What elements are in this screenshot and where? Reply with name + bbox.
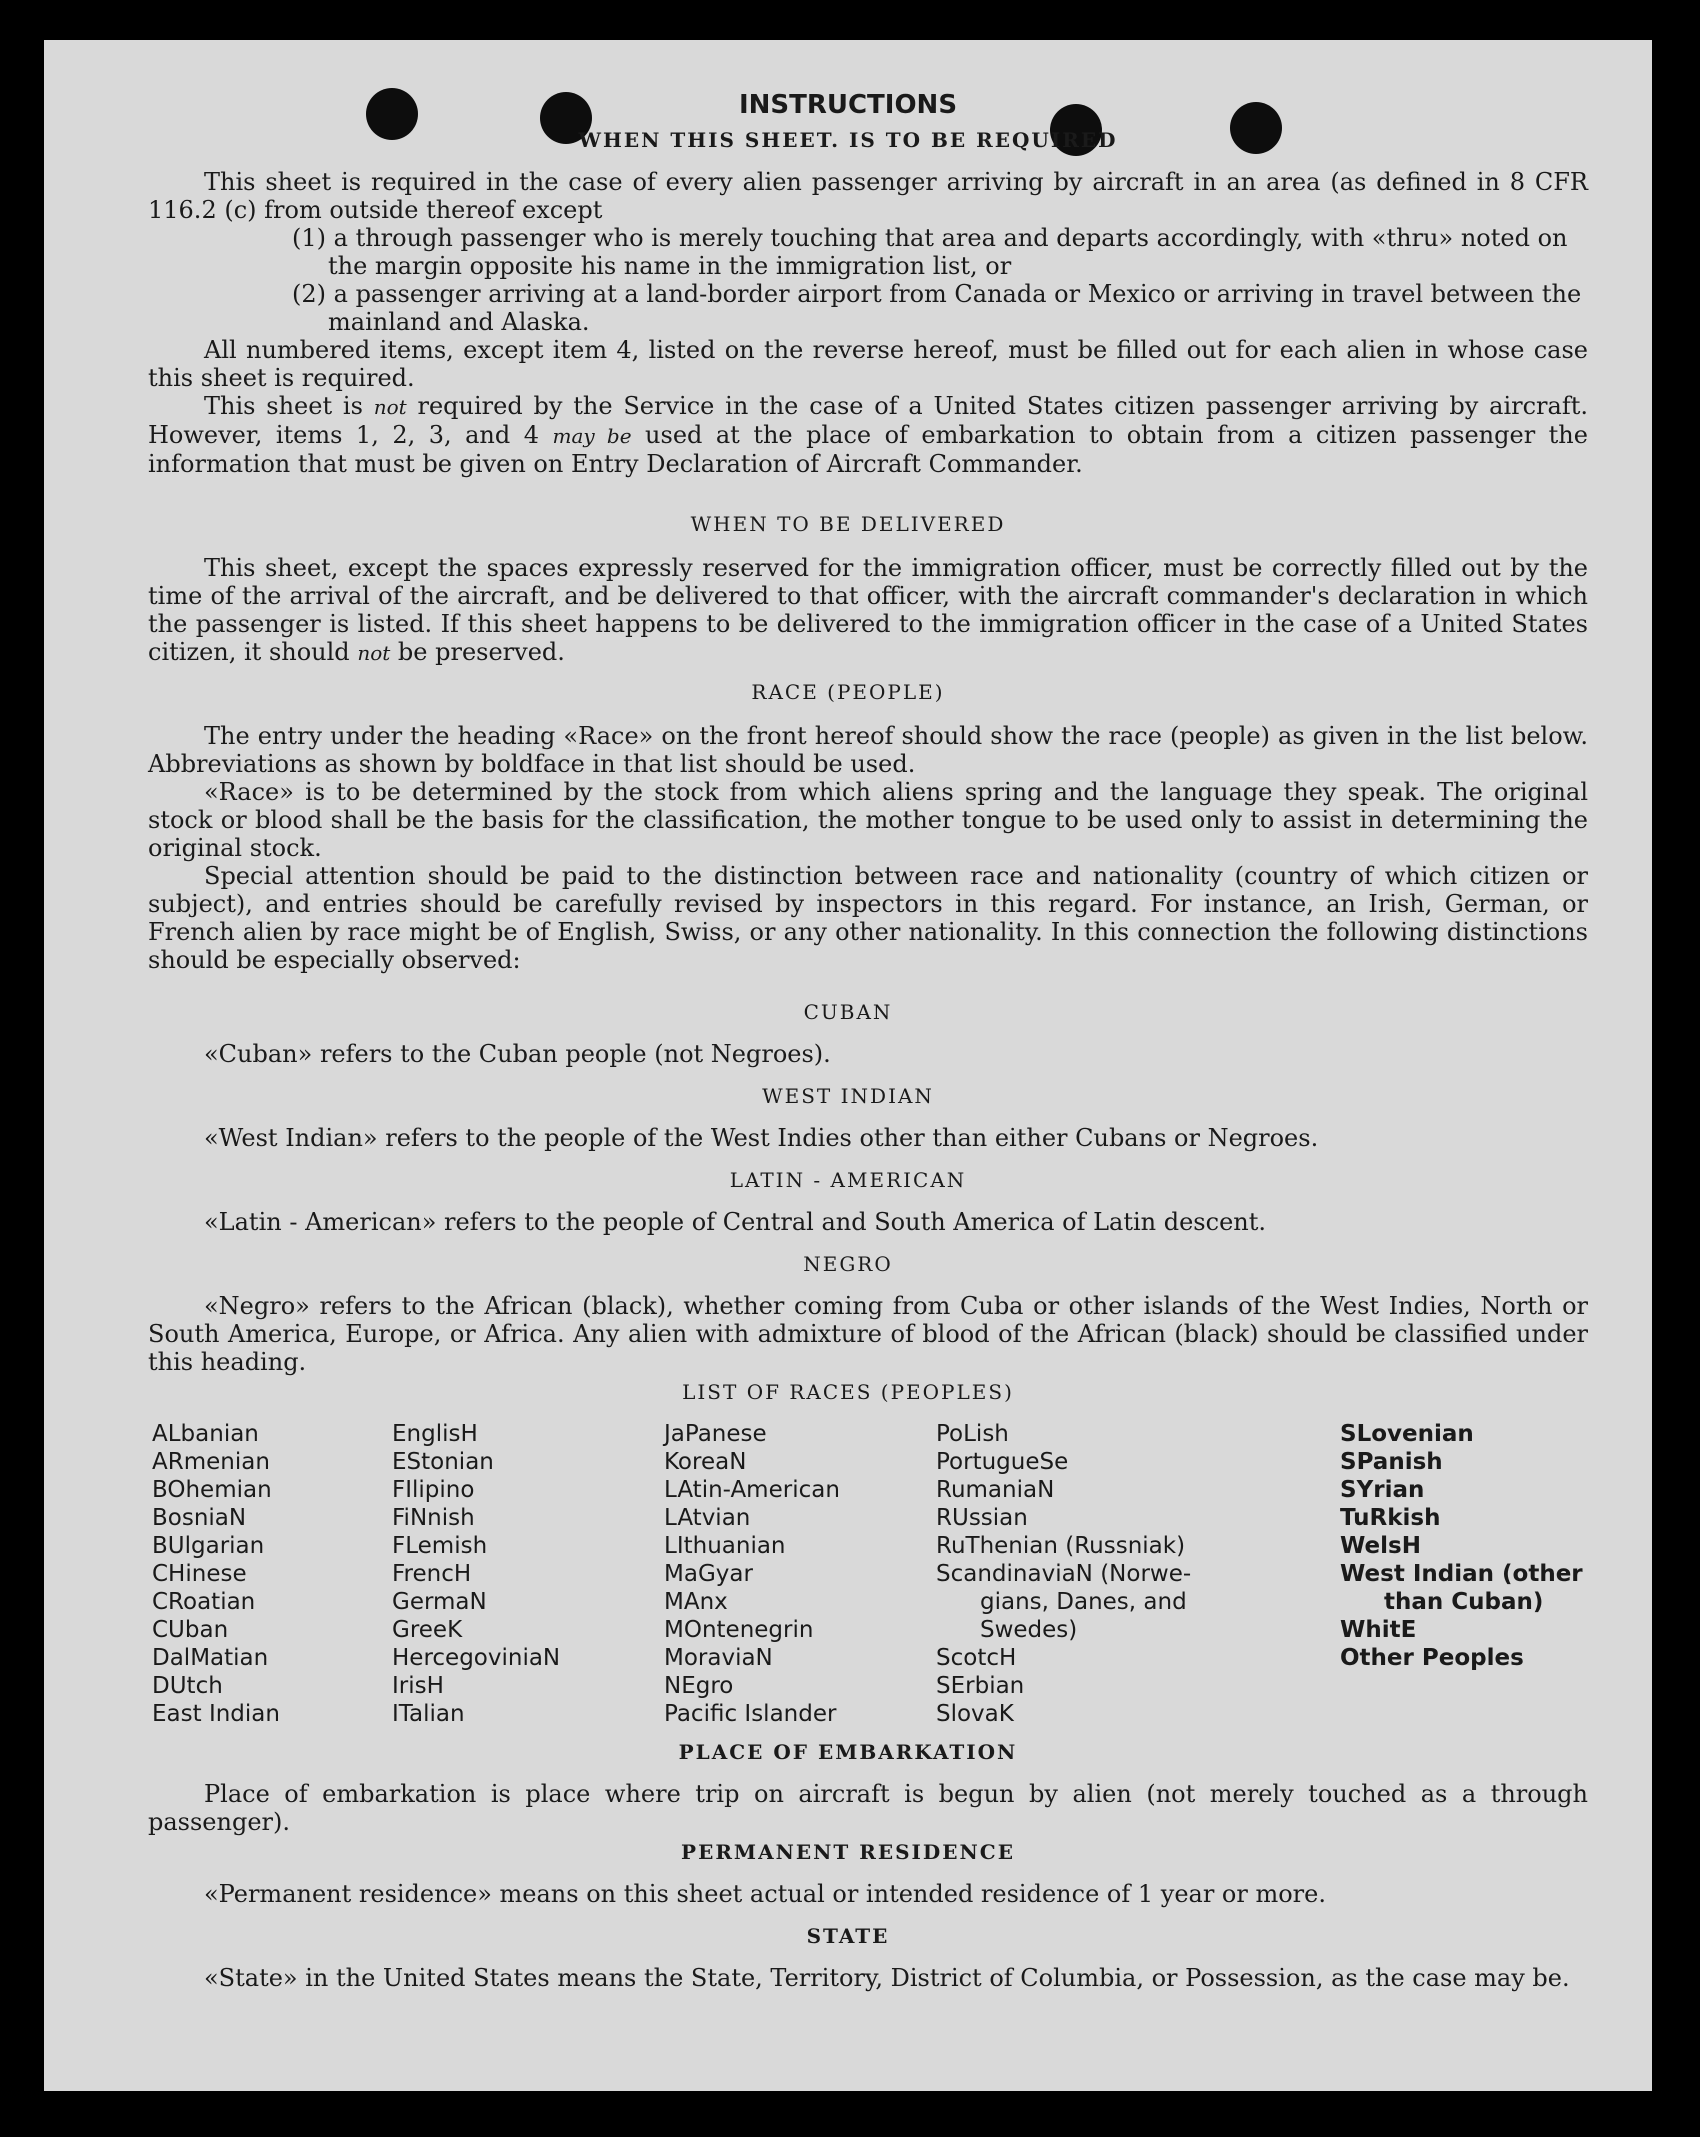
- race-item: ALbanian: [152, 1421, 259, 1447]
- document-page: [44, 40, 1652, 2091]
- race-item: EStonian: [392, 1449, 494, 1475]
- race-item: MaGyar: [664, 1561, 753, 1587]
- paragraph: Special attention should be paid to the distinction between race and nationality (country of which citizen or subject), and entries should be carefully revised by inspectors in this regard. For instance, an Irish, German, or French alien by race might be of English, Swiss, or any other nationality. In this connection the following distinctions should be especially observed:: [148, 862, 1588, 974]
- race-item: PoLish: [936, 1421, 1009, 1447]
- paragraph: «West Indian» refers to the people of the West Indies other than either Cubans or Negroes.: [204, 1124, 1319, 1152]
- race-item: BUlgarian: [152, 1533, 265, 1559]
- heading-permanent-residence: PERMANENT RESIDENCE: [681, 1840, 1015, 1864]
- paragraph: «Negro» refers to the African (black), whether coming from Cuba or other islands of the West Indies, North or South America, Europe, or Africa. Any alien with admixture of blood of the African (black) should be classified under this heading.: [148, 1292, 1588, 1376]
- race-item: EnglisH: [392, 1421, 478, 1447]
- paragraph: «State» in the United States means the State, Territory, District of Columbia, or Possession, as the case may be.: [204, 1964, 1570, 1992]
- races-column-3: [664, 1420, 840, 1728]
- race-item: ScandinaviaN (Norwe-: [936, 1561, 1192, 1587]
- list-item: (2) a passenger arriving at a land-border airport from Canada or Mexico or arriving in travel between the mainland and Alaska.: [292, 280, 1582, 336]
- paragraph: «Latin - American» refers to the people of Central and South America of Latin descent.: [204, 1208, 1266, 1236]
- race-item: Other Peoples: [1340, 1645, 1524, 1671]
- race-item: FrencH: [392, 1561, 472, 1587]
- paragraph: The entry under the heading «Race» on the front hereof should show the race (people) as given in the list below. Abbreviations as shown by boldface in that list should be used.: [148, 722, 1588, 778]
- races-column-5: [1340, 1420, 1583, 1672]
- race-item: MAnx: [664, 1589, 728, 1615]
- race-item: Pacific Islander: [664, 1701, 837, 1727]
- race-item: ARmenian: [152, 1449, 270, 1475]
- section-negro: [148, 1292, 1588, 1376]
- page-title: INSTRUCTIONS: [738, 90, 958, 120]
- heading-place-of-embarkation: PLACE OF EMBARKATION: [678, 1740, 1018, 1764]
- race-item: DalMatian: [152, 1645, 269, 1671]
- race-item: LAtin-American: [664, 1477, 840, 1503]
- race-item: West Indian (other: [1340, 1561, 1583, 1587]
- race-item: LIthuanian: [664, 1533, 786, 1559]
- race-item: BosniaN: [152, 1505, 247, 1531]
- race-item: RuThenian (Russniak): [936, 1533, 1186, 1559]
- section-cuban: [148, 1040, 1588, 1068]
- race-item: KoreaN: [664, 1449, 747, 1475]
- race-item: Swedes): [980, 1617, 1078, 1643]
- section-west-indian: [148, 1124, 1588, 1152]
- section-residence: [148, 1880, 1588, 1908]
- paragraph: This sheet is required in the case of every alien passenger arriving by aircraft in an area (as defined in 8 CFR 116.2 (c) from outside thereof except: [148, 168, 1588, 224]
- race-item: ScotcH: [936, 1645, 1017, 1671]
- race-item: CUban: [152, 1617, 229, 1643]
- race-item: HercegoviniaN: [392, 1645, 561, 1671]
- race-item: MoraviaN: [664, 1645, 773, 1671]
- section-state: [148, 1964, 1588, 1992]
- race-item: WelsH: [1340, 1533, 1421, 1559]
- race-item: gians, Danes, and: [980, 1589, 1187, 1615]
- paragraph: All numbered items, except item 4, listed on the reverse hereof, must be filled out for each alien in whose case this sheet is required.: [148, 336, 1588, 392]
- race-item: CRoatian: [152, 1589, 256, 1615]
- section-delivered: [148, 554, 1588, 667]
- race-item: GermaN: [392, 1589, 487, 1615]
- race-item: FLemish: [392, 1533, 488, 1559]
- race-item: SLovenian: [1340, 1421, 1474, 1447]
- race-item: SErbian: [936, 1673, 1025, 1699]
- race-item: ITalian: [392, 1701, 465, 1727]
- races-column-2: [392, 1420, 560, 1728]
- heading-negro: NEGRO: [803, 1252, 893, 1276]
- section-required: [148, 168, 1588, 478]
- race-item: CHinese: [152, 1561, 247, 1587]
- races-column-1: [152, 1420, 280, 1728]
- race-item: LAtvian: [664, 1505, 751, 1531]
- paragraph: «Race» is to be determined by the stock from which aliens spring and the language they speak. The original stock or blood shall be the basis for the classification, the mother tongue to be used only to assist in determining the original stock.: [148, 778, 1588, 862]
- race-item: WhitE: [1340, 1617, 1417, 1643]
- paragraph: This sheet is not required by the Service in the case of a United States citizen passenger arriving by aircraft. However, items 1, 2, 3, and 4 may be used at the place of embarkation to obtain from a citizen passenger the information that must be given on Entry Declaration of Aircraft Commander.: [148, 392, 1588, 478]
- section-latin-american: [148, 1208, 1588, 1236]
- list-item: (1) a through passenger who is merely touching that area and departs accordingly, with «thru» noted on the margin opposite his name in the immigration list, or: [292, 224, 1568, 280]
- heading-state: STATE: [806, 1924, 890, 1948]
- race-item: SYrian: [1340, 1477, 1425, 1503]
- heading-when-delivered: WHEN TO BE DELIVERED: [690, 512, 1006, 536]
- race-item: JaPanese: [664, 1421, 767, 1447]
- section-embarkation: [148, 1780, 1588, 1836]
- race-item: NEgro: [664, 1673, 734, 1699]
- race-item: than Cuban): [1384, 1589, 1544, 1615]
- race-item: FIlipino: [392, 1477, 475, 1503]
- section-race: [148, 722, 1588, 974]
- paragraph: «Cuban» refers to the Cuban people (not Negroes).: [204, 1040, 831, 1068]
- race-item: BOhemian: [152, 1477, 272, 1503]
- race-item: FiNnish: [392, 1505, 475, 1531]
- race-item: RUssian: [936, 1505, 1028, 1531]
- race-item: IrisH: [392, 1673, 444, 1699]
- race-item: SlovaK: [936, 1701, 1014, 1727]
- heading-west-indian: WEST INDIAN: [762, 1084, 934, 1108]
- heading-list-of-races: LIST OF RACES (PEOPLES): [682, 1380, 1014, 1404]
- race-item: PortugueSe: [936, 1449, 1069, 1475]
- heading-race: RACE (PEOPLE): [751, 680, 945, 704]
- paragraph: Place of embarkation is place where trip on aircraft is begun by alien (not merely touched as a through passenger).: [148, 1780, 1588, 1836]
- races-column-4: [936, 1420, 1191, 1728]
- heading-when-required: WHEN THIS SHEET. IS TO BE REQUIRED: [578, 128, 1118, 152]
- paragraph: This sheet, except the spaces expressly reserved for the immigration officer, must be correctly filled out by the time of the arrival of the aircraft, and be delivered to that officer, with the aircraft commander's declaration in which the passenger is listed. If this sheet happens to be delivered to the immigration officer in the case of a United States citizen, it should not be preserved.: [148, 554, 1588, 666]
- race-item: DUtch: [152, 1673, 223, 1699]
- heading-latin-american: LATIN - AMERICAN: [729, 1168, 967, 1192]
- heading-cuban: CUBAN: [803, 1000, 893, 1024]
- race-item: East Indian: [152, 1701, 280, 1727]
- paragraph: «Permanent residence» means on this sheet actual or intended residence of 1 year or more.: [204, 1880, 1326, 1908]
- race-item: SPanish: [1340, 1449, 1443, 1475]
- race-item: MOntenegrin: [664, 1617, 814, 1643]
- race-item: RumaniaN: [936, 1477, 1055, 1503]
- race-item: GreeK: [392, 1617, 463, 1643]
- race-item: TuRkish: [1340, 1505, 1441, 1531]
